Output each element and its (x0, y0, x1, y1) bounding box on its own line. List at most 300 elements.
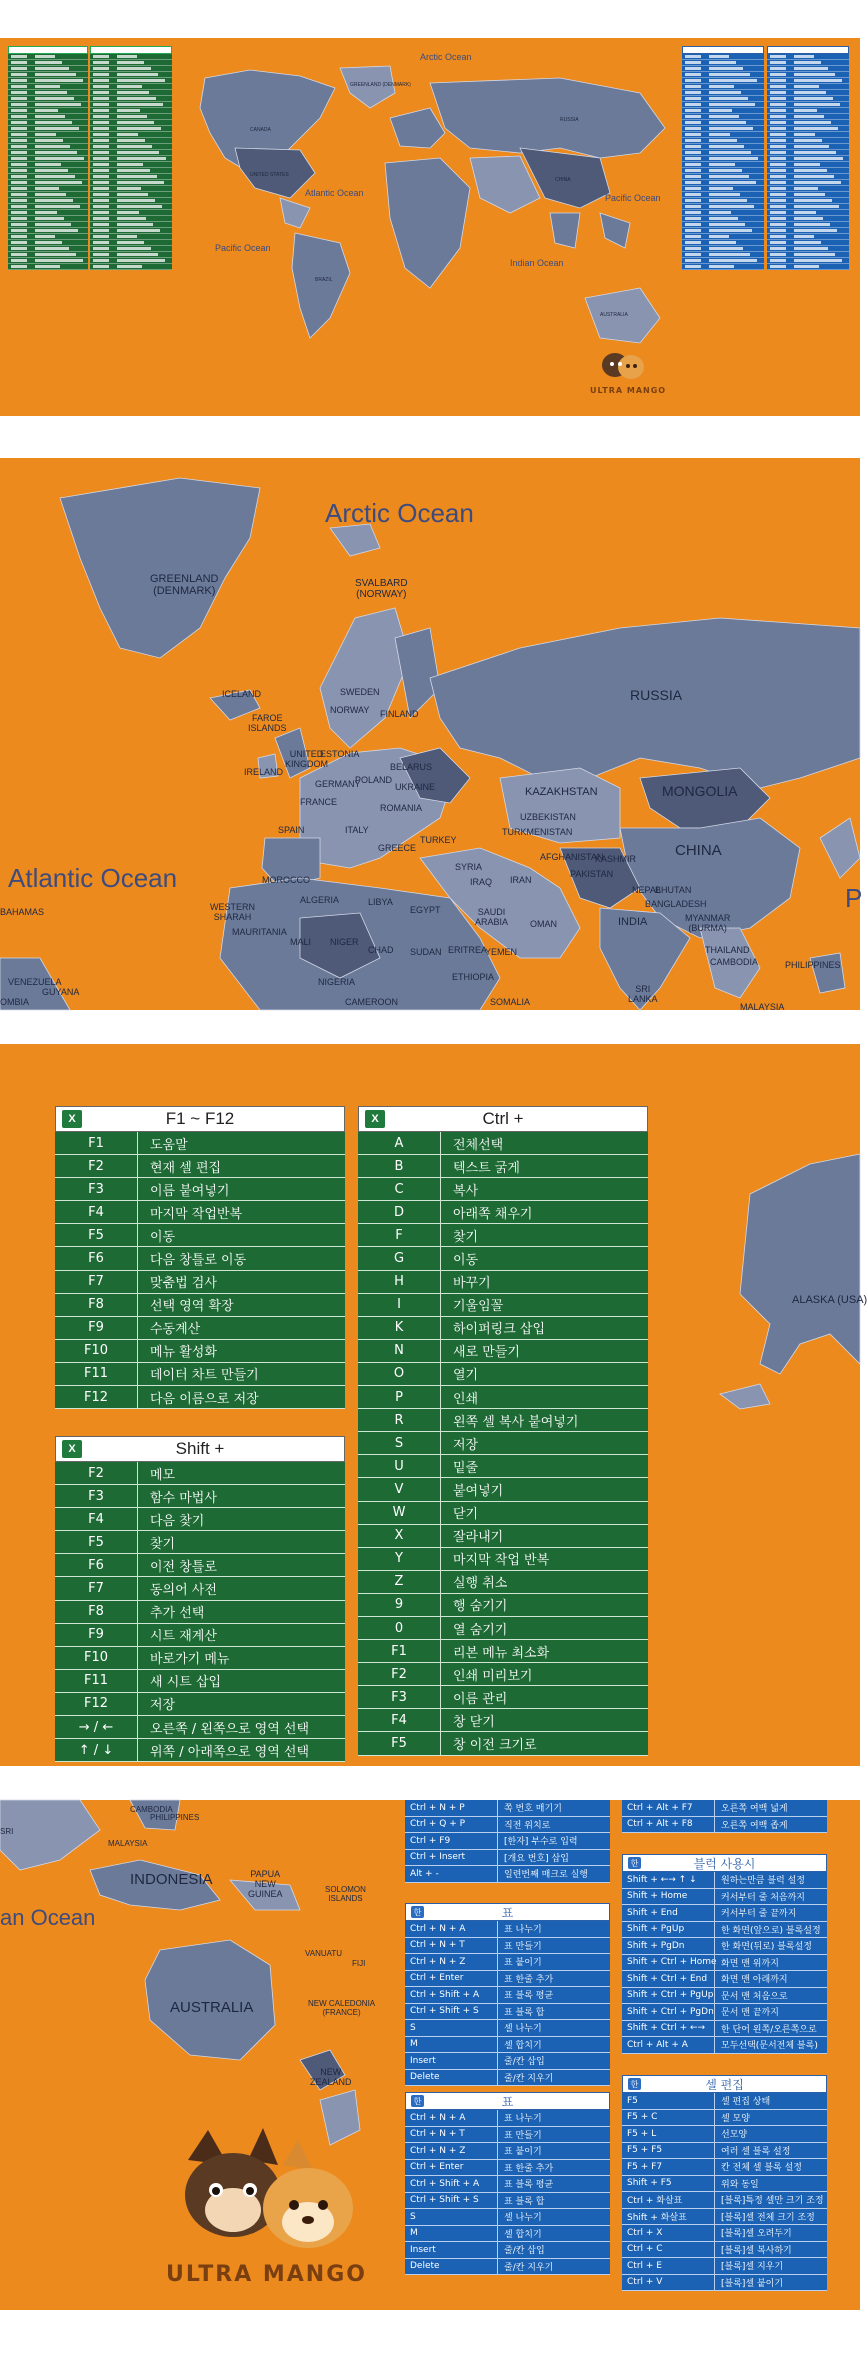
table-row (358, 1732, 648, 1755)
shortcut-description: 실행 취소 (440, 1571, 648, 1593)
shortcut-key: Delete (410, 2072, 440, 2083)
hangul-table-table (405, 1903, 610, 2086)
shortcut-description: 모두선택(문서전체 블록) (714, 2037, 827, 2053)
ocean-label: an Ocean (0, 1905, 96, 1930)
country-label-kazakhstan: KAZAKHSTAN (525, 786, 598, 798)
shortcut-description: 인쇄 (440, 1386, 648, 1408)
shortcut-key: Ctrl + Enter (410, 2162, 464, 2173)
shortcut-key: Shift + Ctrl + ←→ (627, 2023, 706, 2034)
shortcut-description: 붙여넣기 (440, 1478, 648, 1500)
shortcut-key: Ctrl + C (627, 2244, 663, 2255)
table-header: 한 블럭 사용시 (622, 1854, 827, 1872)
country-label-solomon: SOLOMON ISLANDS (325, 1885, 366, 1903)
table-row (405, 2004, 610, 2021)
shortcut-description: 표 만들기 (497, 2127, 610, 2143)
shortcut-description: 셀 모양 (714, 2110, 827, 2126)
table-row (358, 1617, 648, 1640)
shortcut-description: 마지막 작업 반복 (440, 1548, 648, 1570)
country-label: GREENLAND (DENMARK) (350, 82, 411, 88)
table-row (55, 1386, 345, 1409)
table-row (358, 1363, 648, 1386)
country-label-kashmir: KASHMIR (595, 854, 637, 864)
shortcut-key: Shift + Home (627, 1891, 688, 1902)
shortcut-key: Y (395, 1551, 403, 1567)
shortcut-key: Shift + Ctrl + End (627, 1973, 708, 1984)
shortcut-key: Ctrl + N + A (410, 2112, 466, 2123)
country-label-guyana: GUYANA (42, 987, 80, 997)
country-label-morocco: MOROCCO (262, 875, 310, 885)
table-row (358, 1294, 648, 1317)
table-row (405, 1971, 610, 1988)
shortcut-key: K (394, 1320, 404, 1336)
shortcut-description: 동의어 사전 (137, 1577, 345, 1599)
table-row (405, 1866, 610, 1883)
shortcut-description: 위와 동일 (714, 2176, 827, 2192)
hangul-cell-edit-table (622, 2075, 827, 2291)
country-label-france: FRANCE (300, 797, 338, 807)
country-label-malaysia: MALAYSIA (108, 1839, 148, 1848)
table-row (405, 1850, 610, 1867)
country-label-ethiopia: ETHIOPIA (452, 972, 495, 982)
country-label-niger: NIGER (330, 937, 359, 947)
country-label-fiji: FIJI (352, 1959, 366, 1968)
shortcut-description: 직전 위치로 (497, 1817, 610, 1833)
shortcut-key: Ctrl + 화살표 (627, 2196, 683, 2207)
country-label-chad: CHAD (368, 945, 394, 955)
shortcut-description: [블록]셀 오려두기 (714, 2225, 827, 2241)
shortcut-description: 줄/칸 삽입 (497, 2242, 610, 2258)
shortcut-key: Ctrl + Shift + S (410, 2195, 479, 2206)
table-row (55, 1462, 345, 1485)
shortcut-description: 창 닫기 (440, 1709, 648, 1731)
country-label-sudan: SUDAN (410, 947, 442, 957)
country-label-belarus: BELARUS (390, 762, 433, 772)
country-label: RUSSIA (560, 117, 579, 123)
shortcut-description: 찾기 (440, 1224, 648, 1246)
shortcut-key: ↑ / ↓ (78, 1742, 114, 1758)
shortcut-description: 다음 이름으로 저장 (137, 1386, 345, 1408)
country-label-eritrea: ERITREA (448, 945, 488, 955)
ctrl-keys-table (358, 1106, 648, 1756)
country-label-western-sahara: WESTERN SHARAH (210, 902, 255, 922)
country-label-sri-lanka: SRI LANKA (628, 984, 658, 1004)
shortcut-key: Shift + Ctrl + PgDn (627, 2006, 714, 2017)
shortcut-key: F3 (391, 1689, 407, 1705)
country-label-germany: GERMANY (315, 779, 361, 789)
table-row (55, 1739, 345, 1762)
table-row (405, 2020, 610, 2037)
shortcut-description: 닫기 (440, 1502, 648, 1524)
shortcut-description: 칸 전체 셀 블록 설정 (714, 2159, 827, 2175)
shortcut-key: F (395, 1227, 403, 1243)
table-row (358, 1455, 648, 1478)
map-zoom-eurasia (0, 458, 863, 1012)
shortcut-key: F2 (391, 1666, 407, 1682)
table-row (358, 1201, 648, 1224)
table-header: X Shift + (55, 1436, 345, 1462)
table-row (405, 2193, 610, 2210)
shortcut-key: F11 (83, 1673, 109, 1689)
shortcut-description: 위쪽 / 아래쪽으로 영역 선택 (137, 1739, 345, 1761)
table-row (405, 2160, 610, 2177)
country-label-yemen: YEMEN (485, 947, 518, 957)
shortcut-key: F5 (88, 1534, 104, 1550)
table-header: 한 표 (405, 1903, 610, 1921)
shortcut-description: 하이퍼링크 삽입 (440, 1317, 648, 1339)
shortcut-description: 다음 찾기 (137, 1508, 345, 1530)
country-label-venezuela: VENEZUELA (8, 977, 62, 987)
table-row (55, 1132, 345, 1155)
table-row (405, 2110, 610, 2127)
shortcut-description: 바로가기 메뉴 (137, 1647, 345, 1669)
shortcut-key: F2 (88, 1158, 104, 1174)
table-row (405, 2209, 610, 2226)
country-label-iran: IRAN (510, 875, 532, 885)
table-row (622, 2093, 827, 2110)
shortcut-key: Shift + PgDn (627, 1940, 685, 1951)
shortcut-description: 표 만들기 (497, 1938, 610, 1954)
country-label-ukraine: UKRAINE (395, 782, 436, 792)
shortcut-description: 메모 (137, 1462, 345, 1484)
eurasia-map (0, 458, 863, 1010)
shortcut-key: F9 (88, 1320, 104, 1336)
shortcut-description: 표 블록 평균 (497, 1987, 610, 2003)
shortcut-description: 선택 영역 확장 (137, 1294, 345, 1316)
shortcut-key: F5 (88, 1227, 104, 1243)
country-label-uk: UNITED KINGDOM (285, 749, 329, 769)
shortcut-description: [블록]셀 붙이기 (714, 2275, 827, 2291)
country-label: UNITED STATES (250, 172, 289, 178)
shortcut-key: S (410, 2022, 416, 2033)
shortcut-description: 함수 마법사 (137, 1485, 345, 1507)
shortcut-key: Ctrl + F9 (410, 1835, 451, 1846)
country-label: BRAZIL (315, 277, 333, 283)
shift-keys-table (55, 1436, 345, 1762)
country-label-afghanistan: AFGHANISTAN (540, 852, 604, 862)
table-row (55, 1508, 345, 1531)
table-row (358, 1686, 648, 1709)
shortcut-description: 잘라내기 (440, 1525, 648, 1547)
shortcut-description: 일련번째 매크로 실행 (497, 1866, 610, 1882)
table-row (405, 1938, 610, 1955)
ocean-label: Pacific Ocean (605, 193, 661, 203)
table-row (55, 1247, 345, 1270)
country-label-libya: LIBYA (368, 897, 393, 907)
table-row (55, 1531, 345, 1554)
shortcut-description: 화면 맨 아래까지 (714, 1971, 827, 1987)
table-row (622, 1817, 827, 1834)
shortcut-description: 리본 메뉴 최소화 (440, 1640, 648, 1662)
shortcut-key: 0 (394, 1620, 404, 1636)
table-header: X Ctrl + (358, 1106, 648, 1132)
shortcut-description: 마지막 작업반복 (137, 1201, 345, 1223)
shortcut-key: F3 (88, 1488, 104, 1504)
table-row (55, 1178, 345, 1201)
country-label-mongolia: MONGOLIA (662, 783, 738, 799)
ocean-label: Pacific Ocean (215, 243, 271, 253)
shortcut-key: F8 (88, 1297, 104, 1313)
table-row (358, 1271, 648, 1294)
country-label-mali: MALI (290, 937, 312, 947)
mini-table-row (90, 264, 172, 270)
shortcut-key: H (394, 1274, 404, 1290)
table-row (405, 2070, 610, 2087)
table-row (358, 1640, 648, 1663)
country-label-vanuatu: VANUATU (305, 1949, 343, 1958)
shortcut-key: Shift + Ctrl + Home (627, 1957, 717, 1968)
country-label-algeria: ALGERIA (300, 895, 340, 905)
country-label-nepal: NEPAL (632, 885, 661, 895)
shortcut-description: 원하는만큼 블럭 설정 (714, 1872, 827, 1888)
table-row (405, 2127, 610, 2144)
shortcut-key: M (410, 2228, 418, 2239)
shortcut-key: Ctrl + Enter (410, 1973, 464, 1984)
country-label-faroe: FAROE ISLANDS (248, 713, 287, 733)
table-row (622, 2209, 827, 2226)
shortcut-description: 한 화면(앞으로) 블록설정 (714, 1922, 827, 1938)
table-row (622, 2159, 827, 2176)
country-label-saudi: SAUDI ARABIA (475, 907, 509, 927)
shortcut-description: 셀 편집 상태 (714, 2093, 827, 2109)
table-row (55, 1201, 345, 1224)
mini-table-row (682, 264, 764, 270)
table-row (622, 2225, 827, 2242)
country-label-philippines: PHILIPPINES (150, 1813, 200, 1822)
table-row (55, 1224, 345, 1247)
table-row (622, 1889, 827, 1906)
ocean-label: Arctic Ocean (420, 52, 472, 62)
shortcut-key: Ctrl + Insert (410, 1852, 466, 1863)
country-label-myanmar: MYANMAR (BURMA) (685, 913, 731, 933)
shortcut-key: C (394, 1181, 404, 1197)
country-label-ireland: IRELAND (244, 767, 284, 777)
table-row (405, 1921, 610, 1938)
hangul-icon: 한 (628, 2078, 641, 2090)
shortcut-description: 전체선택 (440, 1132, 648, 1154)
shortcut-key: F4 (88, 1204, 104, 1220)
shortcut-key: Ctrl + Shift + A (410, 2178, 480, 2189)
shortcut-key: I (397, 1297, 401, 1313)
table-row (622, 2126, 827, 2143)
table-row (622, 2176, 827, 2193)
table-row (405, 1987, 610, 2004)
table-row (405, 1800, 610, 1817)
table-row (358, 1571, 648, 1594)
table-row (55, 1155, 345, 1178)
table-row (405, 1817, 610, 1834)
shortcut-key: Ctrl + N + T (410, 1940, 465, 1951)
country-label-malaysia: MALAYSIA (740, 1002, 785, 1012)
country-label-poland: POLAND (355, 775, 393, 785)
shortcut-key: F12 (83, 1389, 109, 1405)
mango-dogs-logo-icon (168, 2120, 368, 2260)
shortcut-key: F5 + F5 (627, 2145, 663, 2156)
shortcut-description: 도움말 (137, 1132, 345, 1154)
shortcut-key: Ctrl + Shift + S (410, 2006, 479, 2017)
shortcut-key: F1 (88, 1135, 104, 1151)
shortcut-description: 줄/칸 지우기 (497, 2259, 610, 2275)
shortcut-key: F5 (391, 1735, 407, 1751)
country-label-bhutan: BHUTAN (655, 885, 692, 895)
country-label: CANADA (250, 127, 271, 133)
shortcut-description: 이동 (440, 1247, 648, 1269)
table-row (405, 2259, 610, 2276)
shortcut-key: V (394, 1481, 404, 1497)
ocean-label: Atlantic Ocean (305, 188, 364, 198)
country-label-new-caledonia: NEW CALEDONIA (FRANCE) (308, 1999, 376, 2017)
shortcut-key: F7 (88, 1581, 104, 1597)
shortcut-description: 셀 나누기 (497, 2020, 610, 2036)
shortcut-key: F9 (88, 1627, 104, 1643)
shortcut-key: Shift + PgUp (627, 1924, 685, 1935)
ocean-label: Atlantic Ocean (8, 863, 178, 893)
shortcut-description: 저장 (137, 1693, 345, 1715)
shortcut-key: Ctrl + V (627, 2277, 663, 2288)
table-row (55, 1271, 345, 1294)
shortcut-key: F5 + C (627, 2112, 658, 2123)
shortcut-key: F4 (88, 1511, 104, 1527)
table-row (622, 1955, 827, 1972)
shortcut-description: 저장 (440, 1432, 648, 1454)
shortcut-description: 표 나누기 (497, 1921, 610, 1937)
shortcut-description: 추가 선택 (137, 1601, 345, 1623)
shortcut-key: F6 (88, 1557, 104, 1573)
shortcut-key: → / ← (78, 1719, 114, 1735)
mini-table-green (90, 46, 172, 270)
table-row (622, 1938, 827, 1955)
shortcut-key: F5 + F7 (627, 2161, 663, 2172)
country-label-syria: SYRIA (455, 862, 483, 872)
mini-table-blue (767, 46, 849, 270)
country-label-cameroon: CAMEROON (345, 997, 399, 1007)
country-label-bahamas: BAHAMAS (0, 907, 45, 917)
country-label-new-zealand: NEW ZEALAND (310, 2067, 352, 2087)
excel-shortcuts-panel (0, 1044, 867, 1766)
country-label: ALASKA (USA) (792, 1294, 867, 1306)
table-row (55, 1363, 345, 1386)
shortcut-description: 메뉴 활성화 (137, 1340, 345, 1362)
shortcut-description: 오른쪽 여백 넓게 (714, 1800, 827, 1816)
shortcut-description: 표 블록 평균 (497, 2176, 610, 2192)
country-label-iraq: IRAQ (470, 877, 493, 887)
shortcut-description: 맞춤법 검사 (137, 1271, 345, 1293)
shortcut-key: Ctrl + Alt + A (627, 2039, 688, 2050)
shortcut-key: F1 (391, 1643, 407, 1659)
shortcut-description: 표 블록 합 (497, 2193, 610, 2209)
shortcut-description: 여러 셀 블록 설정 (714, 2143, 827, 2159)
country-label-oman: OMAN (530, 919, 557, 929)
shortcut-description: 문서 맨 처음으로 (714, 1988, 827, 2004)
shortcut-description: 셀 합치기 (497, 2226, 610, 2242)
hangul-icon: 한 (628, 1857, 641, 1869)
country-label-india: INDIA (618, 916, 648, 928)
shortcut-key: Ctrl + N + A (410, 1923, 466, 1934)
shortcut-key: 9 (394, 1597, 404, 1613)
table-row (358, 1247, 648, 1270)
country-label-mauritania: MAURITANIA (232, 927, 287, 937)
shortcut-key: S (410, 2211, 416, 2222)
excel-icon: X (62, 1440, 82, 1458)
country-label-greece: GREECE (378, 843, 417, 853)
table-row (358, 1178, 648, 1201)
table-row (622, 2110, 827, 2127)
shortcut-description: 이름 관리 (440, 1686, 648, 1708)
shortcut-key: Shift + ←→ ↑ ↓ (627, 1874, 697, 1885)
shortcut-key: F7 (88, 1274, 104, 1290)
shortcut-description: [개요 번호] 삽입 (497, 1850, 610, 1866)
shortcut-description: [블록]특정 셀만 크기 조정 (714, 2192, 827, 2208)
table-row (55, 1577, 345, 1600)
shortcut-description: 찾기 (137, 1531, 345, 1553)
shortcut-description: 문서 맨 끝까지 (714, 2004, 827, 2020)
shortcut-description: 이전 창틀로 (137, 1554, 345, 1576)
table-row (622, 2242, 827, 2259)
shortcut-description: 수동계산 (137, 1317, 345, 1339)
table-row (622, 1922, 827, 1939)
table-row (405, 1954, 610, 1971)
ocean-label: P (845, 883, 863, 913)
table-row (405, 2176, 610, 2193)
shortcut-key: G (393, 1251, 405, 1267)
country-label-spain: SPAIN (278, 825, 305, 835)
table-row (358, 1502, 648, 1525)
shortcut-description: 아래쪽 채우기 (440, 1201, 648, 1223)
hangul-top-table-right (622, 1800, 827, 1833)
table-row (405, 2143, 610, 2160)
mini-table-row (767, 264, 849, 270)
country-label-bangladesh: BANGLADESH (645, 899, 707, 909)
table-row (622, 2004, 827, 2021)
country-label-indonesia: INDONESIA (130, 1871, 213, 1888)
shortcut-description: 행 숨기기 (440, 1594, 648, 1616)
shortcut-description: 커서부터 줄 끝까지 (714, 1905, 827, 1921)
shortcut-key: P (395, 1389, 403, 1405)
table-row (622, 1872, 827, 1889)
table-row (358, 1548, 648, 1571)
shortcut-key: S (394, 1435, 404, 1451)
table-row (55, 1716, 345, 1739)
shortcut-description: 다음 창틀로 이동 (137, 1247, 345, 1269)
country-label-papua: PAPUA NEW GUINEA (248, 1869, 283, 1899)
shortcut-key: Ctrl + N + T (410, 2129, 465, 2140)
shortcut-description: 오른쪽 여백 좁게 (714, 1817, 827, 1833)
hangul-shortcuts-panel (0, 1800, 860, 2310)
country-label-uzbekistan: UZBEKISTAN (520, 812, 576, 822)
shortcut-key: Shift + End (627, 1907, 678, 1918)
shortcut-description: 표 한줄 추가 (497, 2160, 610, 2176)
shortcut-description: 표 한줄 추가 (497, 1971, 610, 1987)
table-row (55, 1624, 345, 1647)
country-label-turkmenistan: TURKMENISTAN (502, 827, 573, 837)
hangul-icon: 한 (411, 1906, 424, 1918)
shortcut-key: F6 (88, 1251, 104, 1267)
country-label-svalbard: SVALBARD (NORWAY) (355, 578, 408, 600)
table-row (358, 1432, 648, 1455)
table-row (358, 1224, 648, 1247)
table-row (622, 2143, 827, 2160)
shortcut-description: [블록]셀 전체 크기 조정 (714, 2209, 827, 2225)
shortcut-key: F5 + L (627, 2128, 657, 2139)
table-row (358, 1132, 648, 1155)
table-row (358, 1525, 648, 1548)
country-label-egypt: EGYPT (410, 905, 441, 915)
shortcut-key: Shift + Ctrl + PgUp (627, 1990, 714, 2001)
shortcut-description: 화면 맨 위까지 (714, 1955, 827, 1971)
shortcut-description: [한자] 부수로 입력 (497, 1833, 610, 1849)
shortcut-key: Ctrl + X (627, 2227, 663, 2238)
shortcut-description: 왼쪽 셀 복사 붙여넣기 (440, 1409, 648, 1431)
shortcut-description: 열기 (440, 1363, 648, 1385)
